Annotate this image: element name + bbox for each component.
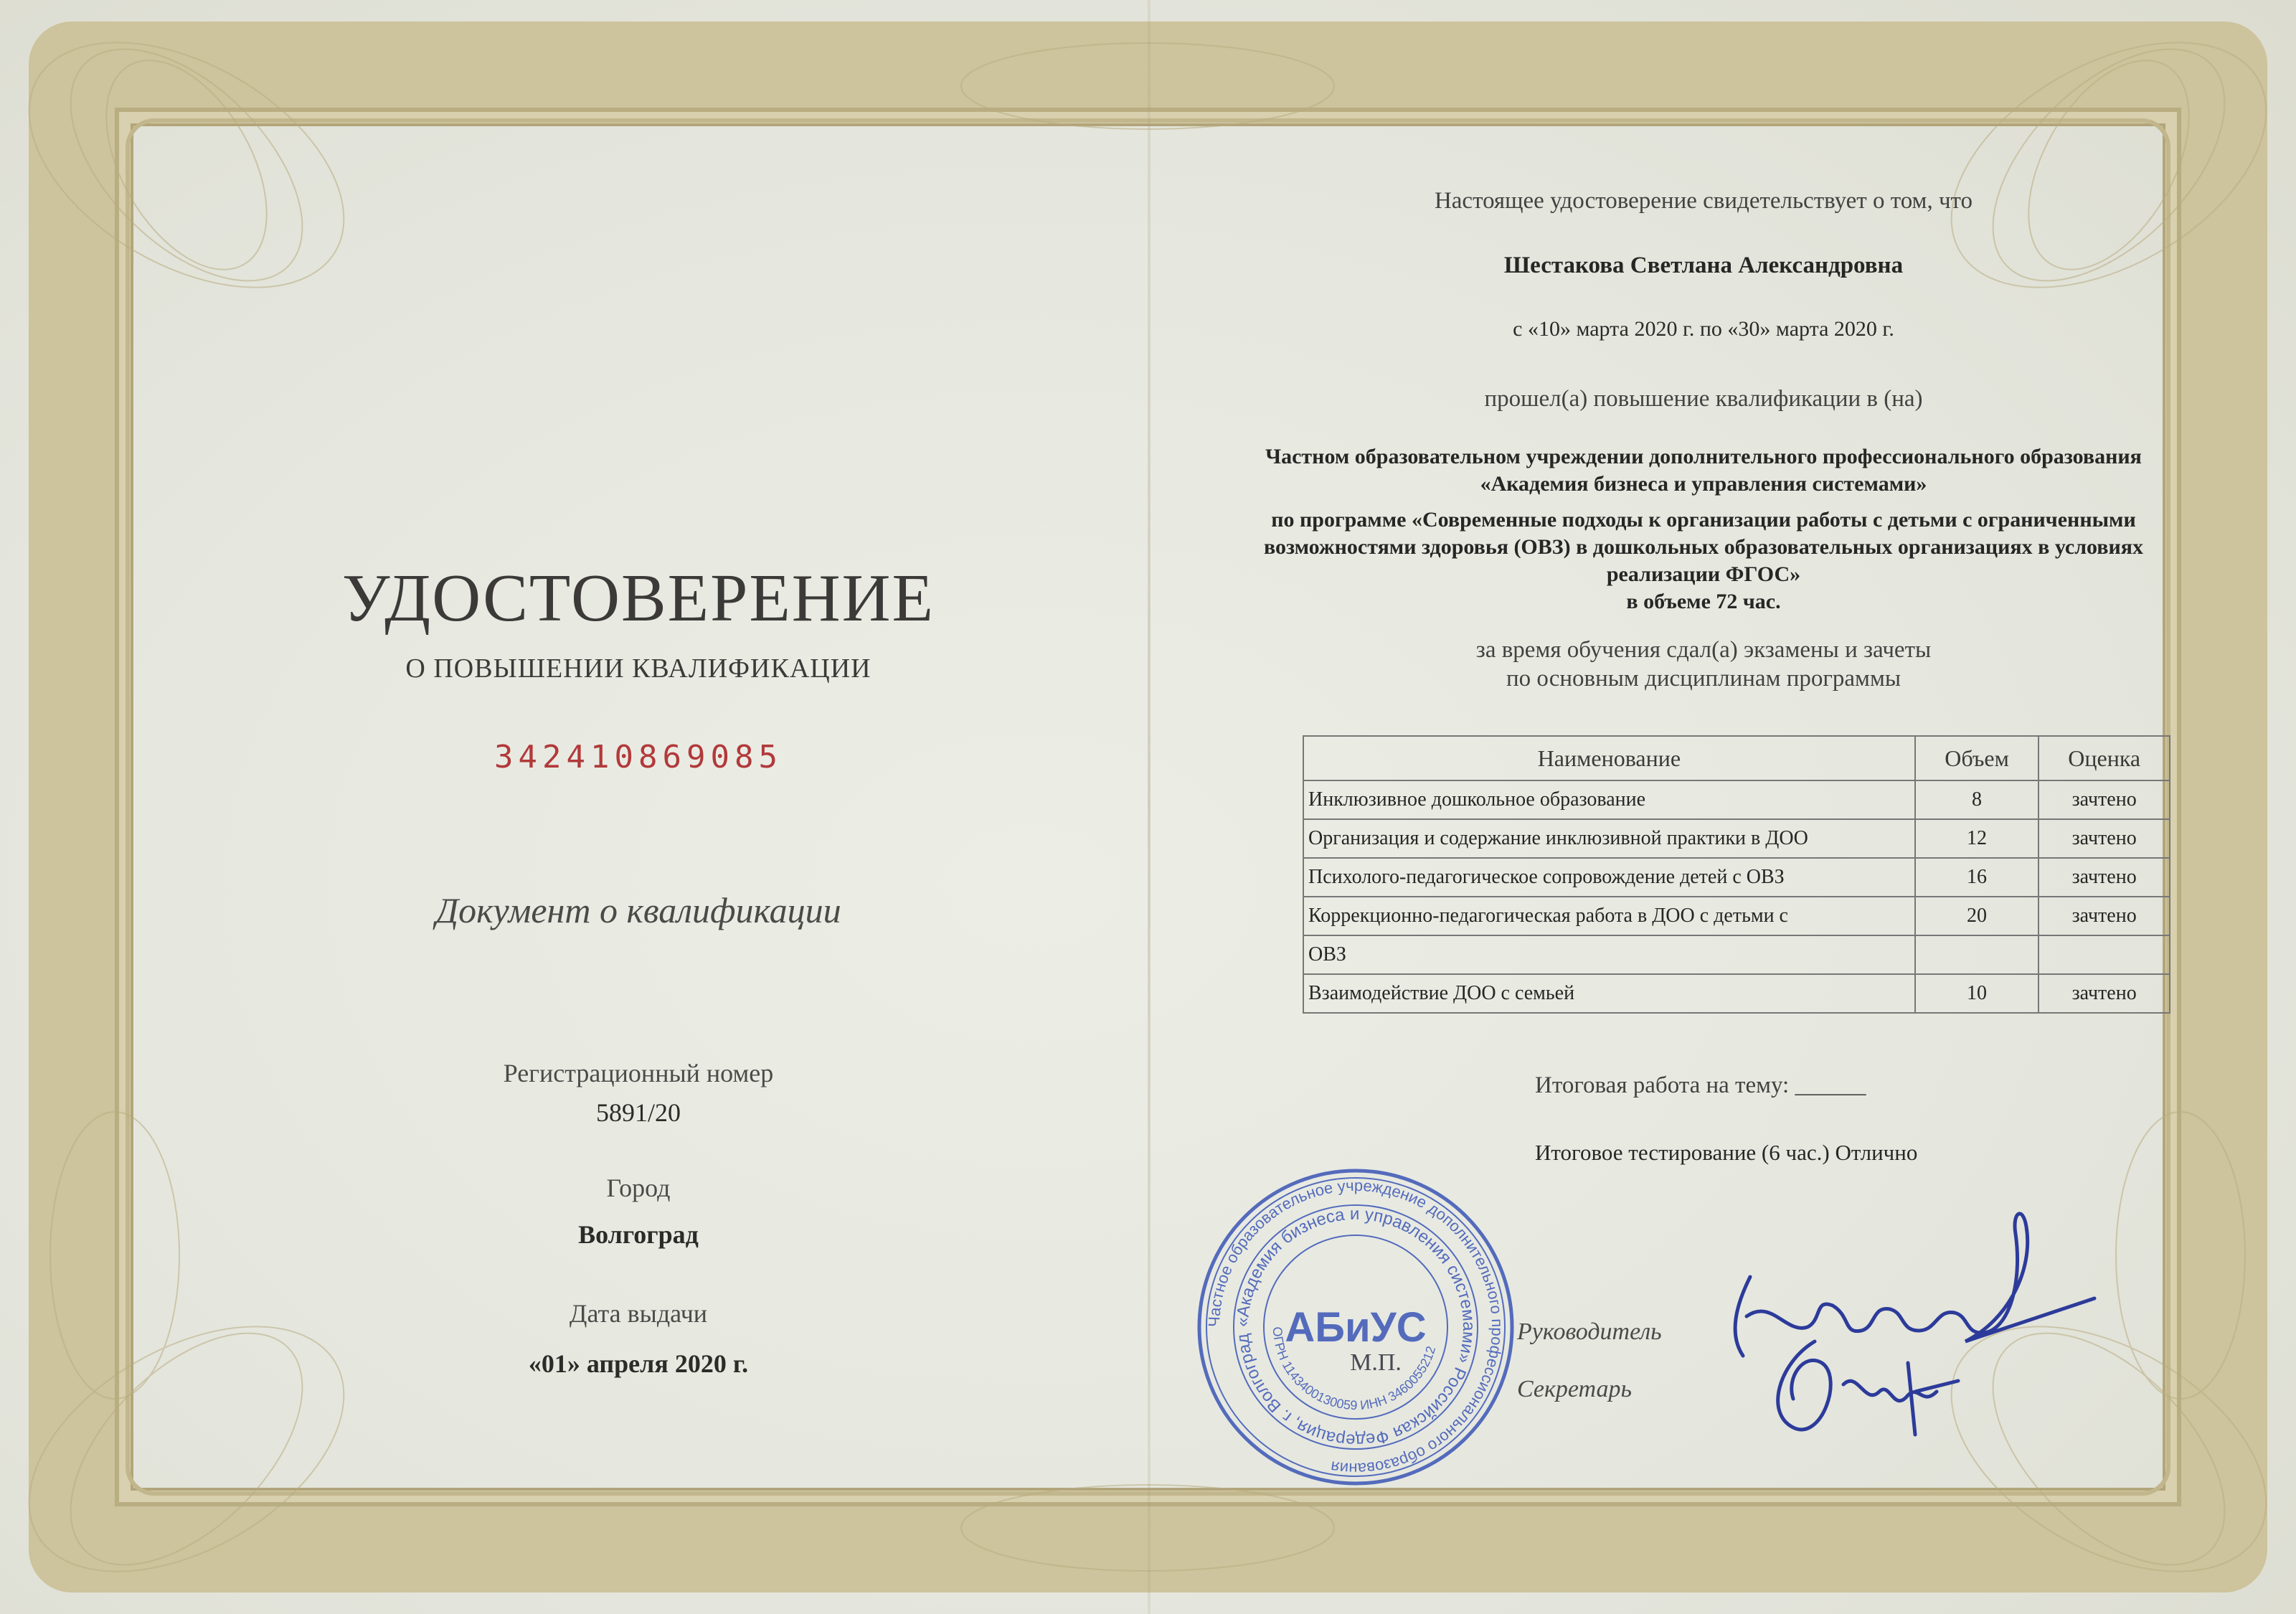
discipline-hours: 12 — [1915, 819, 2039, 858]
discipline-name: Инклюзивное дошкольное образование — [1303, 780, 1915, 819]
seal-logo: АБиУС — [1285, 1304, 1427, 1351]
discipline-grade: зачтено — [2038, 819, 2170, 858]
head-label: Руководитель — [1517, 1318, 1662, 1345]
table-row — [1303, 935, 2170, 974]
discipline-grade: зачтено — [2038, 974, 2170, 1013]
program-volume: в объеме 72 час. — [1626, 590, 1781, 613]
final-work: Итоговая работа на тему: ______ — [1535, 1072, 1866, 1098]
training-period: с «10» марта 2020 г. по «30» марта 2020 г. — [1513, 317, 1894, 341]
document-title: УДОСТОВЕРЕНИЕ — [342, 561, 935, 636]
issue-date-label: Дата выдачи — [569, 1299, 708, 1328]
discipline-name: ОВЗ — [1303, 935, 1915, 974]
discipline-hours: 10 — [1915, 974, 2039, 1013]
exams-line-2: по основным дисциплинам программы — [1506, 666, 1901, 692]
discipline-grade — [2038, 935, 2170, 974]
seal-outer-text: Частное образовательное учреждение дополнительного профессионального образования — [1204, 1176, 1507, 1478]
institution-line-2: «Академия бизнеса и управления системами» — [1480, 472, 1927, 496]
city-label: Город — [606, 1174, 671, 1202]
table-row — [1303, 780, 2170, 819]
discipline-grade: зачтено — [2038, 858, 2170, 897]
table-row — [1303, 897, 2170, 935]
discipline-name: Организация и содержание инклюзивной практики в ДОО — [1303, 819, 1915, 858]
city-value: Волгоград — [578, 1220, 699, 1249]
document-type: Документ о квалификации — [435, 890, 841, 930]
center-fold — [1148, 0, 1151, 1614]
document-subtitle: О ПОВЫШЕНИИ КВАЛИФИКАЦИИ — [405, 653, 871, 684]
discipline-hours: 16 — [1915, 858, 2039, 897]
issue-date: «01» апреля 2020 г. — [528, 1349, 749, 1378]
header-volume: Объем — [1915, 736, 2039, 780]
program-line-1: по программе «Современные подходы к организации работы с детьми с ограниченными — [1271, 508, 2136, 532]
passed-text: прошел(а) повышение квалификации в (на) — [1484, 386, 1923, 412]
program-line-2: возможностями здоровья (ОВЗ) в дошкольных образовательных организациях в условиях — [1263, 535, 2144, 559]
registration-label: Регистрационный номер — [503, 1059, 774, 1087]
program-line-3: реализации ФГОС» — [1606, 562, 1801, 586]
intro-text: Настоящее удостоверение свидетельствует о том, что — [1434, 188, 1973, 214]
table-row — [1303, 974, 2170, 1013]
secretary-label: Секретарь — [1517, 1376, 1632, 1402]
final-test: Итоговое тестирование (6 час.) Отлично — [1535, 1140, 1918, 1165]
discipline-hours: 8 — [1915, 780, 2039, 819]
discipline-grade: зачтено — [2038, 780, 2170, 819]
secretary-signature — [1736, 1320, 1965, 1463]
table-row — [1303, 819, 2170, 858]
seal-ids: ОГРН 1143400130059 ИНН 3460055212 — [1270, 1326, 1439, 1413]
discipline-hours: 20 — [1915, 897, 2039, 935]
institution-line-1: Частном образовательном учреждении дополнительного профессионального образования — [1265, 445, 2142, 468]
discipline-name: Психолого-педагогическое сопровождение детей с ОВЗ — [1303, 858, 1915, 897]
discipline-grade: зачтено — [2038, 897, 2170, 935]
official-seal — [1191, 1162, 1521, 1492]
table-row — [1303, 858, 2170, 897]
person-name: Шестакова Светлана Александровна — [1503, 253, 1904, 278]
seal-mp: М.П. — [1350, 1349, 1402, 1376]
header-grade: Оценка — [2038, 736, 2170, 780]
left-page — [215, 0, 1062, 1614]
exams-line-1: за время обучения сдал(а) экзамены и зачеты — [1475, 637, 1932, 663]
discipline-name: Взаимодействие ДОО с семьей — [1303, 974, 1915, 1013]
header-name: Наименование — [1303, 736, 1915, 780]
registration-number: 5891/20 — [595, 1098, 681, 1127]
grades-table — [1303, 735, 2170, 1014]
serial-number: 342410869085 — [494, 739, 783, 775]
discipline-name: Коррекционно-педагогическая работа в ДОО с детьми с — [1303, 897, 1915, 935]
discipline-hours — [1915, 935, 2039, 974]
seal-inner-text: «Академия бизнеса и управления системами» Российская Федерация, г. Волгоград — [1232, 1204, 1479, 1450]
table-header-row — [1303, 736, 2170, 780]
